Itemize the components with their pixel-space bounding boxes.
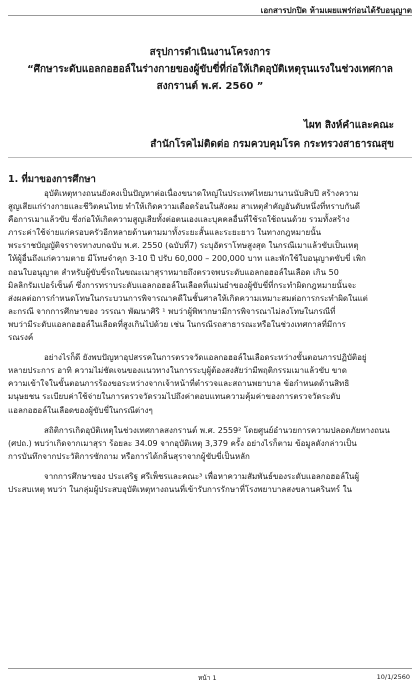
paragraph <box>8 187 412 344</box>
title-line-3: สงกรานต์ พ.ศ. 2560 ” <box>156 81 264 92</box>
paragraph-line: ให้ผู้อื่นถึงแก่ความตาย มีโทษจำคุก 3-10 ปี ปรับ 60,000 – 200,000 บาท และพักใช้ใบอนุญาตขับขี่ เพิก <box>8 254 366 264</box>
paragraph-line: ความเข้าใจในขั้นตอนการร้องขอระหว่างจากเจ้าหน้าที่ตำรวจและสถานพยาบาล ข้อกำหนดด้านสิทธิ <box>8 379 350 389</box>
paragraph-line: ถอนใบอนุญาต สำหรับผู้ขับขี่รถในขณะเมาสุราหมายถึงตรวจพบระดับแอลกอฮอล์ในเลือด เกิน 50 <box>8 267 339 277</box>
paragraph-line: ประสบเหตุ พบว่า ในกลุ่มผู้ประสบอุบัติเหตุทางถนนที่เข้ารับการรักษาที่โรงพยาบาลสงขลานครินทร์ ใน <box>8 484 353 494</box>
paragraph-line: หลายประการ อาทิ ความไม่ชัดเจนของแนวทางในการระบุผู้ต้องสงสัยว่ามีพฤติกรรมเมาแล้วขับ ขาด <box>8 366 347 376</box>
paragraph-line: มนุษยชน ระเบียบค่าใช้จ่ายในการตรวจวัดรวมไปถึงค่าตอบแทนความคุ้มค่าของการตรวจวัดระดับ <box>8 392 341 402</box>
section-divider <box>8 157 412 158</box>
paragraph-line: สถิติการเกิดอุบัติเหตุในช่วงเทศกาลสงกรานต์ พ.ศ. 2559² โดยศูนย์อำนวยการความปลอดภัยทางถนน <box>44 425 390 435</box>
paragraph-line: รณรงค์ <box>8 333 34 343</box>
paragraph-line: การบันทึกจากประวัติการซักถาม หรือการได้กลิ่นสุราจากผู้ขับขี่เป็นหลัก <box>8 451 250 461</box>
document-title <box>20 44 400 95</box>
paragraph-line: ละกรณี จากการศึกษาของ วรรณา พัฒนาศิริ ¹ พบว่าผู้พิพากษามีการพิจารณาไม่ลงโทษในกรณีที่ <box>8 306 336 316</box>
header-rule <box>8 15 412 16</box>
paragraph-line: จากการศึกษาของ ประเสริฐ ศรีเพ็ชรและคณะ³ เพื่อหาความสัมพันธ์ของระดับแอลกอฮอล์ในผู้ <box>44 471 360 481</box>
paragraph-line: พบว่ามีระดับแอลกอฮอล์ในเลือดที่สูงเกินไปด้วย เช่น ในกรณีรถสาธารณะหรือในช่วงเทศกาลที่มีการ <box>8 319 346 329</box>
paragraph-line: อย่างไรก็ดี ยังพบปัญหาอุปสรรคในการตรวจวัดแอลกอฮอล์ในเลือดระหว่างขั้นตอนการปฏิบัติอยู่ <box>44 353 367 363</box>
paragraph <box>8 470 412 496</box>
paragraph-line: แอลกอฮอล์ในเลือดของผู้ขับขี่ในกรณีต่างๆ <box>8 405 153 415</box>
paragraph-line: มิลลิกรัมเปอร์เซ็นต์ ซึ่งการทราบระดับแอลกอฮอล์ในเลือดที่แม่นยำของผู้ขับขี่ที่กระทำผิดกฎหมายนั้นจะ <box>8 280 357 290</box>
author-affiliation: สำนักโรคไม่ติดต่อ กรมควบคุมโรค กระทรวงสาธารณสุข <box>150 139 394 150</box>
title-line-1: สรุปการดำเนินงานโครงการ <box>149 47 271 58</box>
section-heading: 1. ที่มาของการศึกษา <box>8 174 96 185</box>
paragraph-line: ส่งผลต่อการกำหนดโทษในกระบวนการพิจารณาคดีในชั้นศาลให้เกิดความเหมาะสมต่อการกระทำผิดในแต่ <box>8 293 368 303</box>
paragraph-line: สูญเสียแก่ร่างกายและชีวิตคนไทย ทำให้เกิดความเดือดร้อนในสังคม สาเหตุสำคัญอันดับหนึ่งที่ทราบกันดี <box>8 202 360 212</box>
paragraph <box>8 351 412 416</box>
paragraph-line: ภาระค่าใช้จ่ายแก่ครอบครัวอีกหลายด้านตามมาทั้งระยะสั้นและระยะยาว ในทางกฎหมายนั้น <box>8 228 322 238</box>
paragraph <box>8 424 412 463</box>
paragraph-line: อุบัติเหตุทางถนนยังคงเป็นปัญหาต่อเนื่องขนาดใหญ่ในประเทศไทยมานานนับสิบปี สร้างความ <box>44 189 359 198</box>
paragraph-line: คือการเมาแล้วขับ ซึ่งก่อให้เกิดความสูญเสียทั้งต่อตนเองและบุคคลอื่นที่ใช้รถใช้ถนนด้วย รวมทั้งสร้าง <box>8 215 350 225</box>
paragraph-line: (ศปถ.) พบว่าเกิดจากเมาสุรา ร้อยละ 34.09 จากอุบัติเหตุ 3,379 ครั้ง อย่างไรก็ตาม ข้อมูลดังกล่าวเป็น <box>8 438 357 448</box>
author-names: ไผท สิงห์คำและคณะ <box>303 120 394 131</box>
footer-date: 10/1/2560 <box>376 673 410 681</box>
author-block <box>150 116 394 154</box>
body-text <box>8 187 412 503</box>
confidential-header: เอกสารปกปิด ห้ามเผยแพร่ก่อนได้รับอนุญาต <box>260 6 412 15</box>
paragraph-line: พระราชบัญญัติจราจรทางบกฉบับ พ.ศ. 2550 (ฉบับที่7) ระบุอัตราโทษสูงสุด ในกรณีเมาแล้วขับเป็นเหตุ <box>8 241 359 251</box>
footer-rule <box>8 668 412 669</box>
title-line-2: “ศึกษาระดับแอลกอฮอล์ในร่างกายของผู้ขับขี่ที่ก่อให้เกิดอุบัติเหตุรุนแรงในช่วงเทศกาล <box>27 64 393 75</box>
footer-page-number: หน้า 1 <box>198 674 217 682</box>
page-footer <box>8 668 412 682</box>
